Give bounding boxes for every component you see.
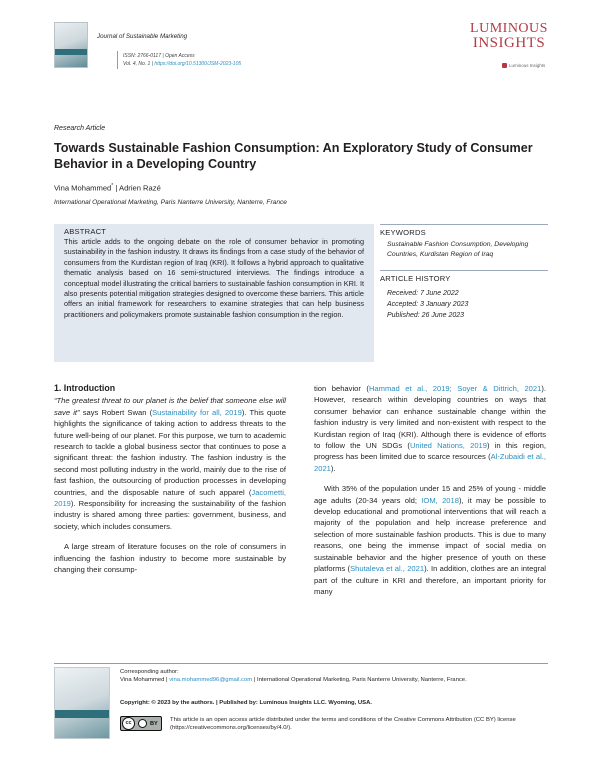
body-column-left [54, 383, 286, 585]
copyright-line: Copyright: © 2023 by the authors. | Published by: Luminous Insights LLC. Wyoming, USA. [120, 700, 372, 706]
text-run: ) in this region, progress has been limited due to scarce resources ( [314, 441, 547, 462]
cc-icon: cc [122, 717, 135, 730]
brand-line-1: LUMINOUS [470, 21, 548, 36]
text-run: ). In addition, clothes are an integral part of the culture in KRI and therefore, an important priority for many [314, 564, 546, 596]
luminous-insights-logo [464, 22, 554, 50]
corresponding-details [120, 676, 550, 684]
accepted-date: Accepted: 3 January 2023 [387, 301, 469, 308]
authors [54, 183, 161, 193]
text-run: ), it may be possible to develop educational and promotional interventions that will reach a majority of the population and help increase preference and selection of more sustainable fashion products. This is due to many reasons, one being the immense impact of social media on sustainable behavior and the higher presence of youth on these platforms ( [314, 495, 546, 574]
author-separator: | [113, 183, 119, 193]
body-column-right [314, 383, 546, 606]
attribution-icon [138, 719, 147, 728]
paragraph [314, 383, 546, 474]
paragraph [314, 483, 546, 597]
abstract-box [54, 224, 374, 362]
citation-link[interactable]: IOM, 2018 [421, 495, 459, 505]
citation-link[interactable]: Hammad et al., 2019; Soyer & Dittrich, 2021 [368, 384, 542, 393]
corresponding-mark: * [111, 183, 114, 189]
publisher-logo-text: Luminous Insights [509, 63, 546, 68]
keywords-heading: KEYWORDS [380, 228, 426, 237]
article-type: Research Article [54, 125, 106, 132]
license-text: This article is an open access article distributed under the terms and conditions of the Creative Commons Attribution (CC BY) license (https://creativecommons.org/licenses/by/4.0/). [170, 717, 516, 732]
article-title: Towards Sustainable Fashion Consumption: An Exploratory Study of Consumer Behavior in a Developing Country [54, 141, 533, 171]
citation-link[interactable]: Jacometti, 2019 [54, 487, 286, 509]
keywords-text: Sustainable Fashion Consumption, Developing Countries, Kurdistan Region of Iraq [387, 241, 529, 258]
side-divider [380, 270, 548, 271]
section-heading: 1. Introduction [54, 383, 116, 393]
text-run: tion behavior ( [314, 384, 369, 393]
citation-link[interactable]: Al-Zubaidi et al., 2021 [314, 452, 547, 473]
affiliation: International Operational Marketing, Paris Nanterre University, Nanterre, France [54, 199, 287, 206]
footer-cover-thumbnail [54, 667, 110, 739]
text-run: ). This quote highlights the significance of taking action to address threats to the future well-being of our planet. For this purpose, we turn to academic research to tackle a global business sector that continues to pose a significant threat: the fashion industry. The fashion industry is the second most polluting industry in the world, mainly due to the rise of fast fashion, the outsourcing of production processes in developing countries, and the disposable nature of such apparel ( [54, 407, 286, 497]
corresponding-author [120, 668, 550, 684]
journal-name: Journal of Sustainable Marketing [97, 33, 188, 40]
publisher-mark-icon [502, 63, 507, 68]
quote: “The greatest threat to our planet is the belief that someone else will save it” [54, 396, 286, 417]
received-date: Received: 7 June 2022 [387, 290, 459, 297]
email-link[interactable]: vina.mohammed96@gmail.com [169, 677, 253, 684]
publisher-logo [502, 63, 545, 68]
corresponding-address: | International Operational Marketing, Paris Nanterre University, Nanterre, France. [252, 677, 467, 684]
cc-by-badge[interactable] [120, 716, 162, 731]
doi-link[interactable]: https://doi.org/10.51300/JSM-2023-105 [154, 61, 242, 67]
side-divider [380, 224, 548, 225]
by-label: BY [150, 720, 158, 727]
paragraph [54, 395, 286, 532]
published-date: Published: 26 June 2023 [387, 312, 465, 319]
author-2[interactable]: Adrien Razé [119, 183, 161, 193]
footer-divider [54, 663, 548, 664]
header-divider [117, 51, 118, 69]
paragraph: A large stream of literature focuses on the role of consumers in influencing the fashion industry to become more sustainable by changing their consump- [54, 542, 286, 575]
citation-link[interactable]: United Nations, 2019 [409, 441, 487, 451]
side-panel [380, 224, 548, 321]
abstract-text: This article adds to the ongoing debate on the role of consumer behavior in promoting sustainability in the fashion industry. It draws its findings from a case study of the behavior of consumers from the Kurdistan region of Iraq (KRI). It follows a hybrid approach to qualitative thematic analysis based on 16 semi-structured interviews. The findings introduce a conceptual model illustrating the critical barriers to sustainable fashion consumption in KRI. It also presents potential mitigation strategies designed to overcome these barriers. This article offers an initial framework for researchers to examine strategies that can help business practitioners and policymakers promote sustainable fashion consumption in the region. [64, 237, 364, 319]
corresponding-name: Vina Mohammed | [120, 677, 170, 684]
citation-link[interactable]: Shutaleva et al., 2021 [350, 564, 425, 574]
brand-line-2: INSIGHTS [472, 35, 546, 51]
text-run: ). Responsibility for increasing the sustainability of the fashion industry is shared among three parties: government, business, and society, which includes consumers. [54, 499, 286, 531]
text-run: says Robert Swan ( [79, 407, 153, 417]
volume: Vol. 4, No. 1 [123, 61, 151, 67]
history-heading: ARTICLE HISTORY [380, 274, 451, 283]
citation-link[interactable]: Sustainability for all, 2019 [152, 407, 242, 417]
journal-cover-thumbnail [54, 22, 88, 68]
text-run: With 35% of the population under 15 and 25% of young - middle age adults (20-34 years old; [314, 484, 546, 505]
text-run: ). However, research within developing countries on ways that consumer behavior can enhance sustainable change within the fashion industry is very limited and non-existent with respect to the Kurdistan region of Iraq (KRI). Although there is evidence of efforts to follow the UN SDGs ( [314, 384, 546, 451]
history-dates [380, 288, 548, 321]
issn-line: ISSN: 2766-0117 | Open Access [123, 53, 195, 59]
volume-line: Vol. 4, No. 1 | https://doi.org/10.51300/JSM-2023-105 [123, 61, 242, 67]
corresponding-label: Corresponding author: [120, 669, 179, 675]
author-1[interactable]: Vina Mohammed [54, 183, 112, 193]
abstract-heading: ABSTRACT [64, 227, 107, 236]
text-run: ). [330, 463, 336, 473]
